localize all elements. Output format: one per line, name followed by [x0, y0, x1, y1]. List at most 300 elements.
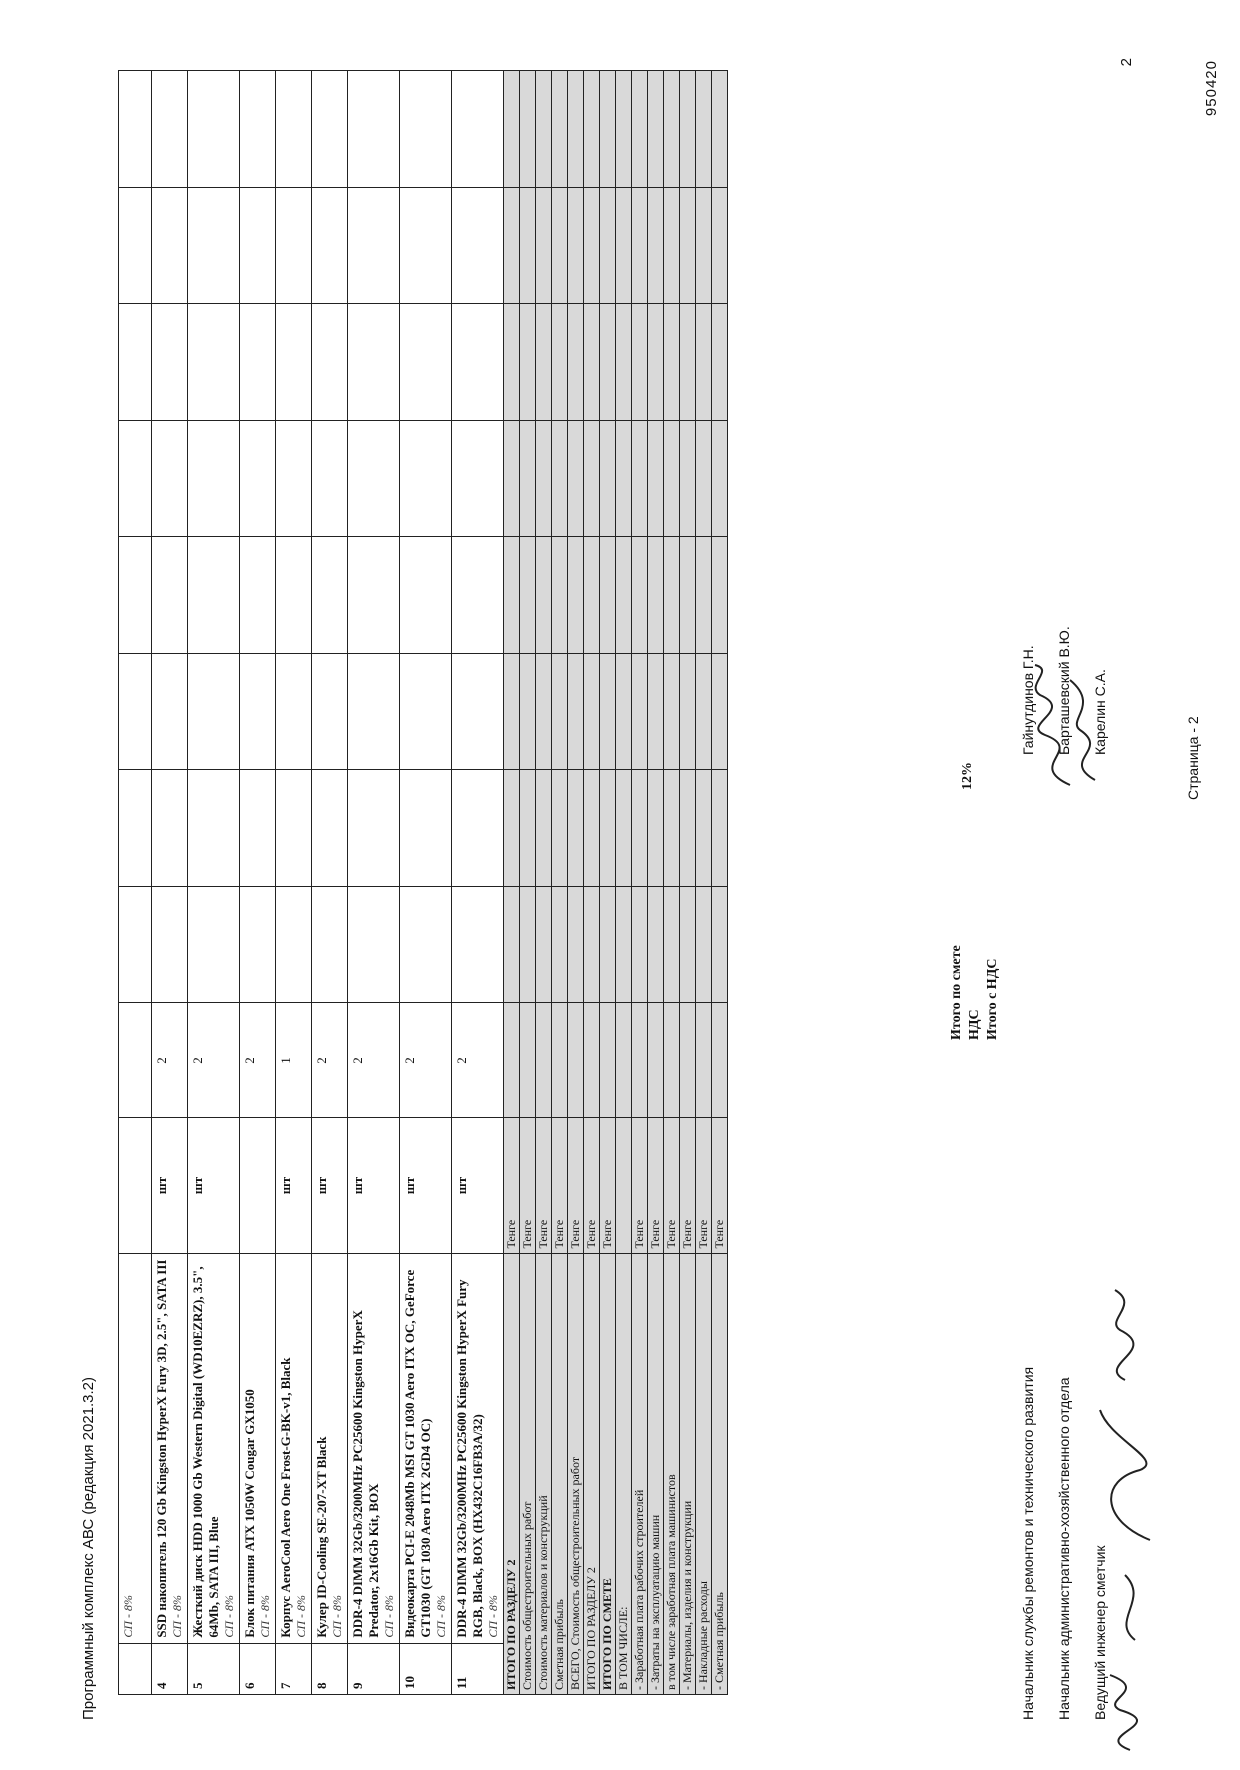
empty-cell: [348, 420, 400, 537]
margin-signatures: [1080, 1270, 1180, 1770]
empty-cell: [632, 537, 648, 654]
unit: [276, 1118, 312, 1253]
total-row: [552, 71, 568, 1695]
empty-cell: [520, 187, 536, 304]
software-caption: Программный комплекс АВС (редакция 2021.3.2): [80, 1376, 97, 1720]
empty-cell: [616, 537, 632, 654]
empty-cell: [536, 71, 552, 188]
empty-cell: [664, 71, 680, 188]
total-row: [632, 71, 648, 1695]
empty-cell: [348, 187, 400, 304]
row-number-text: 11: [454, 1676, 469, 1689]
empty-cell: [600, 653, 616, 770]
empty-cell: [600, 886, 616, 1003]
empty-cell: [664, 187, 680, 304]
total-row: [520, 71, 536, 1695]
empty-cell: [188, 71, 240, 188]
empty-cell: [312, 537, 348, 654]
unit: [400, 1118, 452, 1253]
empty-cell: [348, 770, 400, 887]
row-number-text: 5: [190, 1682, 205, 1689]
row-number-text: 7: [278, 1682, 293, 1689]
signature-row: [1020, 645, 1056, 1720]
total-label: - Затраты на эксплуатацию машин: [648, 1253, 664, 1694]
empty-cell: [400, 653, 452, 770]
total-row: [504, 71, 520, 1695]
empty-cell: [680, 420, 696, 537]
empty-cell: [616, 71, 632, 188]
quantity: [119, 1003, 152, 1118]
total-unit: Тенге: [584, 1118, 600, 1253]
unit-text: шт: [350, 1176, 365, 1195]
empty-cell: [240, 886, 276, 1003]
unit-text: шт: [454, 1176, 469, 1195]
empty-cell: [400, 886, 452, 1003]
empty-cell: [240, 653, 276, 770]
total-row: [616, 71, 632, 1695]
empty-cell: [240, 770, 276, 887]
empty-cell: [276, 187, 312, 304]
empty-cell: [584, 187, 600, 304]
empty-cell: [188, 770, 240, 887]
empty-cell: [696, 304, 712, 421]
empty-cell: [152, 653, 188, 770]
empty-cell: [276, 770, 312, 887]
empty-cell: [312, 653, 348, 770]
unit-text: шт: [154, 1176, 169, 1195]
signer-role: Начальник службы ремонтов и технического развития: [1020, 1366, 1036, 1720]
empty-cell: [520, 71, 536, 188]
vat-percent: 12%: [960, 762, 975, 790]
total-row: [568, 71, 584, 1695]
unit: [312, 1118, 348, 1253]
item-name: [312, 1253, 348, 1643]
empty-cell: [632, 420, 648, 537]
empty-cell: [400, 420, 452, 537]
empty-cell: [240, 537, 276, 654]
quantity-text: 2: [242, 1057, 257, 1064]
empty-cell: [536, 770, 552, 887]
total-unit: Тенге: [600, 1118, 616, 1253]
empty-cell: [312, 304, 348, 421]
empty-cell: [568, 537, 584, 654]
empty-cell: [152, 420, 188, 537]
empty-cell: [632, 1003, 648, 1118]
unit-text: шт: [278, 1176, 293, 1195]
empty-cell: [520, 770, 536, 887]
empty-cell: [348, 886, 400, 1003]
empty-cell: [520, 653, 536, 770]
profit-rate: СП - 8%: [222, 1595, 236, 1638]
total-row: [536, 71, 552, 1695]
empty-cell: [712, 886, 728, 1003]
empty-cell: [600, 304, 616, 421]
total-row: [584, 71, 600, 1695]
item-name-text: DDR-4 DIMM 32Gb/3200MHz PC25600 Kingston HyperX Predator, 2x16Gb Kit, BOX: [350, 1310, 381, 1638]
row-number: [276, 1643, 312, 1694]
empty-cell: [680, 537, 696, 654]
row-number: [188, 1643, 240, 1694]
empty-cell: [520, 1003, 536, 1118]
total-unit: Тенге: [568, 1118, 584, 1253]
empty-cell: [712, 304, 728, 421]
empty-cell: [712, 71, 728, 188]
empty-cell: [240, 304, 276, 421]
quantity: [452, 1003, 504, 1118]
empty-cell: [632, 886, 648, 1003]
empty-cell: [119, 537, 152, 654]
empty-cell: [616, 1003, 632, 1118]
quantity-text: 2: [350, 1057, 365, 1064]
empty-cell: [312, 187, 348, 304]
unit: [240, 1118, 276, 1253]
empty-cell: [504, 653, 520, 770]
vat-label: НДС: [967, 1009, 982, 1040]
table-row: [276, 71, 312, 1695]
empty-cell: [568, 653, 584, 770]
profit-rate: СП - 8%: [170, 1595, 184, 1638]
empty-cell: [276, 304, 312, 421]
total-unit: Тенге: [648, 1118, 664, 1253]
profit-rate: СП - 8%: [486, 1595, 500, 1638]
empty-cell: [240, 187, 276, 304]
item-name-text: Жесткий диск HDD 1000 Gb Western Digital (WD10EZRZ), 3.5", 64Mb, SATA III, Blue: [190, 1266, 221, 1638]
empty-cell: [312, 420, 348, 537]
empty-cell: [552, 770, 568, 887]
item-name-text: SSD накопитель 120 Gb Kingston HyperX Fury 3D, 2.5", SATA III: [154, 1259, 169, 1638]
empty-cell: [616, 886, 632, 1003]
quantity-text: 2: [454, 1057, 469, 1064]
quantity-text: 2: [154, 1057, 169, 1064]
empty-cell: [119, 770, 152, 887]
empty-cell: [584, 770, 600, 887]
empty-cell: [520, 886, 536, 1003]
empty-cell: [680, 653, 696, 770]
table-row: [188, 71, 240, 1695]
item-name: [152, 1253, 188, 1643]
empty-cell: [648, 537, 664, 654]
item-name-text: Корпус AeroCool Aero One Frost-G-BK-v1, Black: [278, 1357, 293, 1638]
quantity: [400, 1003, 452, 1118]
empty-cell: [648, 304, 664, 421]
signer-role: Ведущий инженер сметчик: [1092, 1545, 1108, 1720]
item-name: [276, 1253, 312, 1643]
empty-cell: [452, 304, 504, 421]
row-number: [240, 1643, 276, 1694]
empty-cell: [632, 304, 648, 421]
empty-cell: [568, 304, 584, 421]
unit: [119, 1118, 152, 1253]
row-number: [348, 1643, 400, 1694]
total-row: [648, 71, 664, 1695]
empty-cell: [348, 71, 400, 188]
quantity: [348, 1003, 400, 1118]
empty-cell: [696, 770, 712, 887]
empty-cell: [648, 71, 664, 188]
estimate-table: [118, 70, 728, 1695]
total-unit: Тенге: [712, 1118, 728, 1253]
total-label: Стоимость материалов и конструкций: [536, 1253, 552, 1694]
total-row: [696, 71, 712, 1695]
empty-cell: [584, 304, 600, 421]
row-number: [452, 1643, 504, 1694]
quantity: [312, 1003, 348, 1118]
table-row: [119, 71, 152, 1695]
total-label: в том числе заработная плата машинистов: [664, 1253, 680, 1694]
empty-cell: [276, 886, 312, 1003]
empty-cell: [552, 304, 568, 421]
empty-cell: [152, 770, 188, 887]
empty-cell: [712, 187, 728, 304]
item-name: [348, 1253, 400, 1643]
quantity: [188, 1003, 240, 1118]
empty-cell: [568, 886, 584, 1003]
empty-cell: [504, 770, 520, 887]
total-by-estimate: Итого по смете: [949, 945, 964, 1040]
empty-cell: [696, 653, 712, 770]
empty-cell: [584, 1003, 600, 1118]
empty-cell: [616, 653, 632, 770]
item-name: [240, 1253, 276, 1643]
row-number-text: 8: [314, 1682, 329, 1689]
signer-role: Начальник административно-хозяйственного отдела: [1056, 1377, 1072, 1720]
empty-cell: [119, 71, 152, 188]
empty-cell: [312, 770, 348, 887]
empty-cell: [664, 886, 680, 1003]
total-unit: Тенге: [680, 1118, 696, 1253]
empty-cell: [400, 770, 452, 887]
empty-cell: [616, 420, 632, 537]
empty-cell: [632, 187, 648, 304]
total-label: - Накладные расходы: [696, 1253, 712, 1694]
profit-rate: СП - 8%: [121, 1595, 135, 1638]
empty-cell: [452, 886, 504, 1003]
unit: [152, 1118, 188, 1253]
item-name-text: Кулер ID-Cooling SE-207-XT Black: [314, 1436, 329, 1638]
empty-cell: [552, 653, 568, 770]
empty-cell: [712, 653, 728, 770]
total-label: - Сметная прибыль: [712, 1253, 728, 1694]
total-unit: Тенге: [664, 1118, 680, 1253]
unit-text: шт: [402, 1176, 417, 1195]
empty-cell: [552, 420, 568, 537]
empty-cell: [240, 71, 276, 188]
total-label: В ТОМ ЧИСЛЕ:: [616, 1253, 632, 1694]
empty-cell: [584, 537, 600, 654]
signer-name: Барташевский В.Ю.: [1056, 626, 1072, 755]
empty-cell: [664, 770, 680, 887]
empty-cell: [600, 187, 616, 304]
empty-cell: [348, 653, 400, 770]
row-number-text: 6: [242, 1682, 257, 1689]
table-row: [400, 71, 452, 1695]
item-name-text: Блок питания ATX 1050W Cougar GX1050: [242, 1389, 257, 1638]
empty-cell: [664, 1003, 680, 1118]
empty-cell: [648, 1003, 664, 1118]
empty-cell: [452, 420, 504, 537]
signer-name: Карелин С.А.: [1092, 669, 1108, 755]
row-number: [152, 1643, 188, 1694]
empty-cell: [312, 886, 348, 1003]
empty-cell: [400, 304, 452, 421]
empty-cell: [712, 770, 728, 887]
quantity-text: 2: [402, 1057, 417, 1064]
total-unit: Тенге: [520, 1118, 536, 1253]
empty-cell: [520, 420, 536, 537]
empty-cell: [584, 653, 600, 770]
empty-cell: [552, 537, 568, 654]
empty-cell: [648, 653, 664, 770]
empty-cell: [632, 653, 648, 770]
empty-cell: [188, 304, 240, 421]
empty-cell: [452, 71, 504, 188]
item-name-text: Видеокарта PCI-E 2048Mb MSI GT 1030 Aero ITX OC, GeForce GT1030 (GT 1030 Aero ITX 2GD4 OC): [402, 1269, 433, 1638]
unit: [348, 1118, 400, 1253]
table-row: [312, 71, 348, 1695]
empty-cell: [568, 420, 584, 537]
empty-cell: [188, 537, 240, 654]
empty-cell: [152, 886, 188, 1003]
empty-cell: [600, 537, 616, 654]
signature-scribble-2: [1055, 675, 1115, 785]
signer-name: Гайнутдинов Г.Н.: [1020, 645, 1036, 755]
total-unit: Тенге: [504, 1118, 520, 1253]
empty-cell: [552, 886, 568, 1003]
empty-cell: [348, 537, 400, 654]
empty-cell: [119, 304, 152, 421]
row-number: [312, 1643, 348, 1694]
empty-cell: [536, 187, 552, 304]
item-name: [400, 1253, 452, 1643]
empty-cell: [664, 304, 680, 421]
profit-rate: СП - 8%: [434, 1595, 448, 1638]
total-unit: Тенге: [632, 1118, 648, 1253]
total-label: Сметная прибыль: [552, 1253, 568, 1694]
total-label: ИТОГО ПО РАЗДЕЛУ 2: [504, 1253, 520, 1694]
empty-cell: [696, 71, 712, 188]
empty-cell: [648, 886, 664, 1003]
empty-cell: [400, 537, 452, 654]
empty-cell: [119, 420, 152, 537]
empty-cell: [712, 420, 728, 537]
empty-cell: [568, 71, 584, 188]
unit: [452, 1118, 504, 1253]
empty-cell: [680, 770, 696, 887]
empty-cell: [188, 886, 240, 1003]
empty-cell: [664, 653, 680, 770]
item-name: [452, 1253, 504, 1643]
table-row: [348, 71, 400, 1695]
empty-cell: [696, 1003, 712, 1118]
empty-cell: [648, 187, 664, 304]
empty-cell: [536, 304, 552, 421]
totals-tail: [948, 945, 1002, 1040]
quantity-text: 2: [314, 1057, 329, 1064]
empty-cell: [616, 187, 632, 304]
total-label: ВСЕГО, Стоимость общестроительных работ: [568, 1253, 584, 1694]
total-unit: Тенге: [552, 1118, 568, 1253]
empty-cell: [536, 420, 552, 537]
empty-cell: [188, 187, 240, 304]
total-row: [664, 71, 680, 1695]
empty-cell: [312, 71, 348, 188]
total-with-vat: Итого с НДС: [985, 958, 1000, 1040]
empty-cell: [536, 886, 552, 1003]
empty-cell: [664, 420, 680, 537]
empty-cell: [188, 653, 240, 770]
empty-cell: [504, 304, 520, 421]
empty-cell: [119, 653, 152, 770]
empty-cell: [600, 770, 616, 887]
unit-text: шт: [190, 1176, 205, 1195]
total-label: ИТОГО ПО СМЕТЕ: [600, 1253, 616, 1694]
empty-cell: [680, 1003, 696, 1118]
empty-cell: [452, 653, 504, 770]
table-row: [452, 71, 504, 1695]
empty-cell: [504, 187, 520, 304]
profit-rate: СП - 8%: [258, 1595, 272, 1638]
empty-cell: [568, 187, 584, 304]
empty-cell: [536, 653, 552, 770]
empty-cell: [600, 1003, 616, 1118]
empty-cell: [400, 71, 452, 188]
empty-cell: [600, 71, 616, 188]
empty-cell: [520, 304, 536, 421]
empty-cell: [504, 537, 520, 654]
profit-rate: СП - 8%: [382, 1595, 396, 1638]
total-unit: Тенге: [696, 1118, 712, 1253]
empty-cell: [276, 71, 312, 188]
quantity: [276, 1003, 312, 1118]
total-row: [712, 71, 728, 1695]
empty-cell: [276, 653, 312, 770]
quantity: [152, 1003, 188, 1118]
empty-cell: [276, 420, 312, 537]
empty-cell: [536, 1003, 552, 1118]
total-unit: [616, 1118, 632, 1253]
document-id: 950420: [1203, 60, 1220, 117]
empty-cell: [536, 537, 552, 654]
quantity-text: 1: [278, 1057, 293, 1064]
unit: [188, 1118, 240, 1253]
total-row: [680, 71, 696, 1695]
empty-cell: [680, 187, 696, 304]
rotated-page-content: [80, 70, 1201, 1720]
empty-cell: [188, 420, 240, 537]
empty-cell: [616, 770, 632, 887]
item-name-text: DDR-4 DIMM 32Gb/3200MHz PC25600 Kingston HyperX Fury RGB, Black, BOX (HX432C16FB3A/32): [454, 1279, 485, 1638]
total-label: Стоимость общестроительных работ: [520, 1253, 536, 1694]
empty-cell: [632, 71, 648, 188]
empty-cell: [632, 770, 648, 887]
empty-cell: [152, 71, 188, 188]
empty-cell: [712, 537, 728, 654]
empty-cell: [696, 537, 712, 654]
empty-cell: [600, 420, 616, 537]
row-number-text: 9: [350, 1682, 365, 1689]
empty-cell: [348, 304, 400, 421]
empty-cell: [152, 537, 188, 654]
table-row: [240, 71, 276, 1695]
empty-cell: [520, 537, 536, 654]
empty-cell: [584, 71, 600, 188]
empty-cell: [616, 304, 632, 421]
item-name: [119, 1253, 152, 1643]
empty-cell: [552, 1003, 568, 1118]
profit-rate: СП - 8%: [330, 1595, 344, 1638]
empty-cell: [696, 187, 712, 304]
empty-cell: [119, 886, 152, 1003]
